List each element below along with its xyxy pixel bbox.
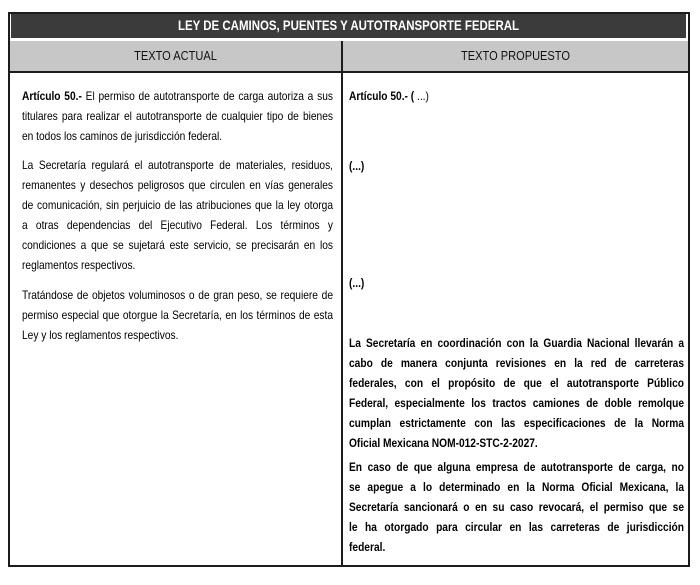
- text-line: federales, con el propósito de que el autotransporte Público: [349, 376, 685, 390]
- text-line: Federal, especialmente los tractos camiones de doble remolque: [349, 396, 685, 410]
- text-line: reglamentos respectivos.: [22, 258, 136, 272]
- text-line: La Secretaría regulará el autotransporte de materiales, residuos,: [22, 158, 334, 172]
- text-line: en todos los caminos de jurisdicción federal.: [22, 129, 223, 143]
- paragraph-articulo-50-actual: [22, 86, 333, 146]
- paragraph-tratandose-objetos: [22, 285, 333, 345]
- text-line: Tratándose de objetos voluminosos o de gran peso, se requiere de: [22, 288, 334, 302]
- table-title-row: [10, 14, 688, 41]
- texto-actual-content: [22, 86, 333, 345]
- text-line: a otras dependencias del Ejecutivo Federal. Los términos y: [22, 218, 334, 232]
- text-line: La Secretaría en coordinación con la Guardia Nacional llevarán a: [349, 336, 685, 350]
- text-line: En caso de que alguna empresa de autotransporte de carga, no: [349, 460, 685, 474]
- paragraph-sancion-revocacion: [349, 457, 684, 557]
- paragraph-guardia-nacional: [349, 333, 684, 453]
- text-line: cabo de manera conjunta revisiones en la red de carreteras: [349, 356, 685, 370]
- text-line: condiciones a que se sujetará este servicio, se precisarán en los: [22, 238, 334, 252]
- table-body-row: [10, 73, 688, 565]
- paragraph-secretaria-regulara: [22, 155, 333, 275]
- ellipsis-placeholder-2: (...): [349, 276, 365, 290]
- text-line: se apegue a lo determinado en la Norma Oficial Mexicana, la: [349, 480, 685, 494]
- text-line: federal.: [349, 540, 386, 554]
- text-line: remanentes y desechos peligrosos que circulen en vías generales: [22, 178, 334, 192]
- text-line: Ley y los reglamentos respectivos.: [22, 328, 179, 342]
- text-line: permiso especial que otorgue la Secretaría, en los términos de esta: [22, 308, 334, 322]
- text-line: Oficial Mexicana NOM-012-STC-2-2027.: [349, 436, 538, 450]
- articulo-50-label: Artículo 50.-: [22, 89, 82, 103]
- column-header-texto-propuesto: [343, 41, 688, 71]
- paragraph-articulo-50-propuesto: Artículo 50.- ( ...): [349, 89, 429, 103]
- ellipsis-placeholder-1: (...): [349, 159, 365, 173]
- law-title: LEY DE CAMINOS, PUENTES Y AUTOTRANSPORTE FEDERAL: [177, 18, 520, 33]
- text-line: cumplan estrictamente con las especificaciones de la Norma: [349, 416, 685, 430]
- text-line: de comunicación, sin perjuicio de las atribuciones que la ley otorga: [22, 198, 334, 212]
- articulo-50-label: Artículo 50.- (: [349, 89, 415, 103]
- texto-propuesto-content: [349, 86, 684, 557]
- law-comparison-table: [8, 12, 690, 567]
- law-title-bar: [11, 14, 686, 38]
- text-line: Secretaría sancionará o en su caso revocará, el permiso que se: [349, 500, 685, 514]
- texto-propuesto-label: TEXTO PROPUESTO: [461, 48, 570, 63]
- texto-propuesto-cell: [343, 73, 688, 565]
- text-line: le ha otorgado para circular en las carreteras de jurisdicción: [349, 520, 685, 534]
- text-line: titulares para realizar el autotransporte de cualquier tipo de bienes: [22, 109, 334, 123]
- text-line: Artículo 50.- El permiso de autotransporte de carga autoriza a sus: [22, 89, 333, 103]
- texto-actual-label: TEXTO ACTUAL: [134, 48, 217, 63]
- column-header-texto-actual: [10, 41, 343, 71]
- column-headers-row: [10, 41, 688, 73]
- texto-actual-cell: [10, 73, 343, 565]
